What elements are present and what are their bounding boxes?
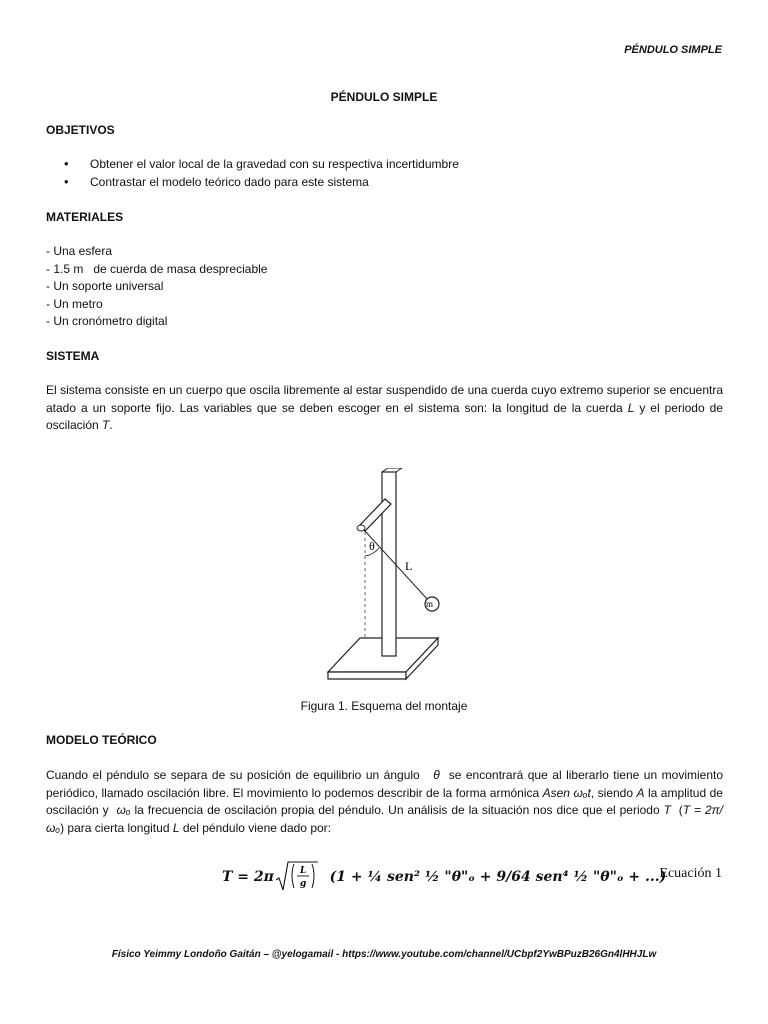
- theta-label: θ: [369, 539, 375, 553]
- sistema-paragraph: [46, 382, 723, 435]
- modelo-paragraph: [46, 767, 723, 837]
- text-run: y el periodo de oscilación: [46, 400, 723, 432]
- page-footer: Físico Yeimmy Londoño Gaitán – @yelogamail - https://www.youtube.com/channel/UCbpf2YwBPuzB26Gn4lHHJLw: [111, 949, 657, 960]
- objetivos-heading: OBJETIVOS: [46, 123, 115, 137]
- list-item: - Un cronómetro digital: [46, 314, 168, 328]
- variable-T: T: [102, 418, 110, 432]
- list-item: - Un soporte universal: [46, 279, 164, 293]
- materiales-heading: MATERIALES: [46, 210, 124, 224]
- variable-theta: θ: [433, 768, 440, 782]
- figure-caption: Figura 1. Esquema del montaje: [300, 699, 468, 713]
- list-item: - Un metro: [46, 296, 103, 311]
- mass-label: m: [426, 599, 434, 609]
- variable-L: L: [627, 400, 635, 415]
- running-header: PÉNDULO SIMPLE: [624, 44, 722, 56]
- text-run: .: [109, 418, 113, 432]
- text-run: la frecuencia de oscilación propia del péndulo. Un análisis de la situación nos dice que el periodo: [134, 803, 660, 817]
- text-run: El sistema consiste en un cuerpo que oscila libremente al estar suspendido de una cuerda cuyo extremo superior se encuentra atado a un soporte fijo. Las variables que se deben escoger en el sistema son: la longitud de la cuerda: [46, 383, 723, 415]
- sistema-heading: SISTEMA: [46, 349, 100, 363]
- text-run: , siendo: [590, 785, 634, 800]
- list-item: • Obtener el valor local de la gravedad con su respectiva incertidumbre: [46, 155, 686, 173]
- equation-label: Ecuación 1: [659, 866, 722, 881]
- fraction-denominator: g: [299, 879, 307, 889]
- list-item: - 1.5 m de cuerda de masa despreciable: [46, 261, 268, 276]
- pendulum-diagram: [312, 468, 452, 683]
- equation-series: (1 + ¼ sen² ½ "θ"ₒ + 9/64 sen⁴ ½ "θ"ₒ + ...): [329, 869, 667, 885]
- sqrt-fraction: [274, 860, 320, 894]
- base-front: [328, 672, 406, 679]
- text-run: Cuando el péndulo se separa de su posición de equilibrio un ángulo: [46, 768, 420, 782]
- variable-asen: Asen ωₒt: [542, 785, 591, 800]
- text-run: del péndulo viene dado por:: [182, 820, 331, 835]
- fraction-numerator: L: [299, 866, 307, 876]
- materiales-list: [46, 243, 267, 331]
- variable-L: L: [172, 820, 180, 835]
- page-title: PÉNDULO SIMPLE: [330, 90, 438, 104]
- variable-A: A: [636, 785, 645, 800]
- period-definition: T = 2π/ωₒ: [46, 803, 724, 835]
- length-label: L: [405, 559, 413, 573]
- list-item: • Contrastar el modelo teórico dado para este sistema: [46, 173, 686, 191]
- text-run: (: [678, 803, 683, 817]
- modelo-heading: MODELO TEÓRICO: [46, 733, 157, 747]
- equation-1: [222, 860, 666, 894]
- variable-omega: ωₒ: [116, 803, 131, 817]
- text-run: ) para cierta longitud: [60, 820, 170, 835]
- text-run: la amplitud de oscilación y: [46, 785, 723, 817]
- text-run: se encontrará que al liberarlo tiene un movimiento periódico, llamado oscilación libre. El movimiento lo podemos describir de la forma armónica: [46, 768, 723, 800]
- variable-T: T: [663, 803, 671, 817]
- list-item: - Una esfera: [46, 244, 113, 258]
- objetivos-list: [46, 155, 686, 191]
- equation-lhs: T = 2π: [222, 869, 274, 885]
